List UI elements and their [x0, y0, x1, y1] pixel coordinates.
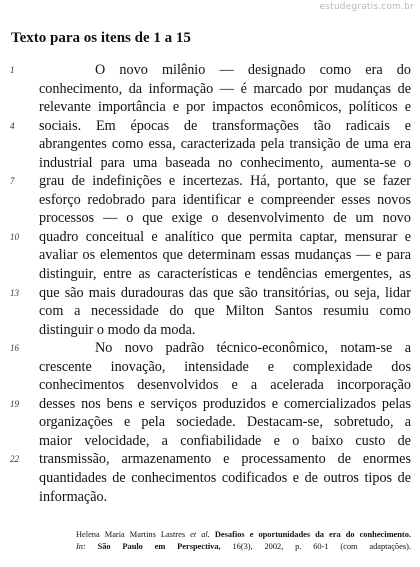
line-text: maior velocidade, a confiabilidade e o baixo custo de: [39, 432, 411, 449]
citation-journal: São Paulo em Perspectiva,: [85, 542, 221, 551]
line-text: grau de indefinições e incertezas. Há, portanto, que se fazer: [39, 173, 411, 190]
line-text: sociais. Em épocas de transformações tão radicais e: [39, 117, 411, 134]
line-text: distinguir o modo da moda.: [39, 321, 196, 338]
line-number: 22: [10, 454, 19, 465]
passage-line: [0, 191, 420, 210]
line-text: distinguir, entre as características e tendências emergentes, as: [39, 266, 411, 283]
line-number: 4: [10, 120, 15, 131]
line-text: desses nos bens e serviços produzidos e comercializados pelas: [39, 395, 411, 412]
citation-author: Helena Maria Martins Lastres: [76, 530, 191, 539]
line-number: 16: [10, 343, 19, 354]
passage-line: [0, 265, 420, 284]
line-text: conhecimentos desenvolvidos e a acelerada incorporação: [39, 377, 411, 394]
line-text: conhecimento, da informação — é marcado por mudanças de: [39, 80, 411, 97]
passage-line: [0, 284, 420, 303]
line-text: que são mais duradouras das que são transitórias, ou seja, lidar: [39, 284, 411, 301]
section-heading: Texto para os itens de 1 a 15: [11, 30, 191, 46]
passage-line: [0, 339, 420, 358]
line-text: com a necessidade do que Milton Santos resumiu como: [39, 303, 411, 320]
passage-text: [0, 61, 420, 506]
passage-line: [0, 302, 420, 321]
passage-line: [0, 61, 420, 80]
citation-title: Desafios e oportunidades da era do conhecimento.: [209, 530, 411, 539]
site-watermark: estudegratis.com.br: [319, 2, 414, 12]
citation-in-label: In:: [76, 542, 86, 551]
line-text: relevante importância e por impactos econômicos, políticos e: [39, 99, 411, 116]
line-number: 13: [10, 287, 19, 298]
line-text: esforço redobrado para identificar e compreender esses novos: [39, 191, 411, 208]
line-text: informação.: [39, 488, 108, 505]
line-number: 10: [10, 231, 19, 242]
passage-line: [0, 469, 420, 488]
passage-line: [0, 98, 420, 117]
passage-line: [0, 395, 420, 414]
line-number: 19: [10, 398, 19, 409]
line-text: transmissão, armazenamento e processamento de enormes: [39, 451, 411, 468]
citation-line-2: [76, 541, 411, 553]
line-text: organizações e pela sociedade. Destacam-se, sobretudo, a: [39, 414, 411, 431]
line-number: 1: [10, 65, 15, 75]
passage-line: [0, 376, 420, 395]
source-citation: [76, 529, 411, 553]
passage-line: [0, 413, 420, 432]
line-text: abrangentes como essa, caracterizada pela transição de uma era: [39, 136, 411, 153]
citation-details: 16(3), 2002, p. 60-1 (com adaptações).: [220, 542, 411, 551]
line-text: avaliar os elementos que determinam essas mudanças — e para: [39, 247, 411, 264]
passage-line: [0, 154, 420, 173]
line-text: industrial para uma baseada no conhecimento, aumenta-se o: [39, 154, 411, 171]
citation-line-1: [76, 529, 411, 541]
passage-line: [0, 358, 420, 377]
passage-line: [0, 80, 420, 99]
passage-line: [0, 321, 420, 340]
passage-line: [0, 135, 420, 154]
line-text: processos — o que exige o desenvolvimento de um novo: [39, 210, 411, 227]
line-text: quantidades de conhecimentos codificados e de outros tipos de: [39, 470, 411, 487]
line-number: 7: [10, 176, 15, 187]
citation-et-al: et al.: [190, 530, 210, 539]
passage-line: [0, 172, 420, 191]
passage-line: [0, 432, 420, 451]
passage-line: [0, 209, 420, 228]
line-text: O novo milênio — designado como era do: [95, 62, 411, 78]
passage-line: [0, 228, 420, 247]
passage-line: [0, 246, 420, 265]
passage-line: [0, 450, 420, 469]
line-text: quadro conceitual e analítico que permita captar, mensurar e: [39, 228, 411, 245]
line-text: crescente inovação, intensidade e complexidade dos: [39, 358, 411, 375]
passage-line: [0, 117, 420, 136]
line-text: No novo padrão técnico-econômico, notam-se a: [95, 340, 411, 357]
passage-line: [0, 488, 420, 507]
